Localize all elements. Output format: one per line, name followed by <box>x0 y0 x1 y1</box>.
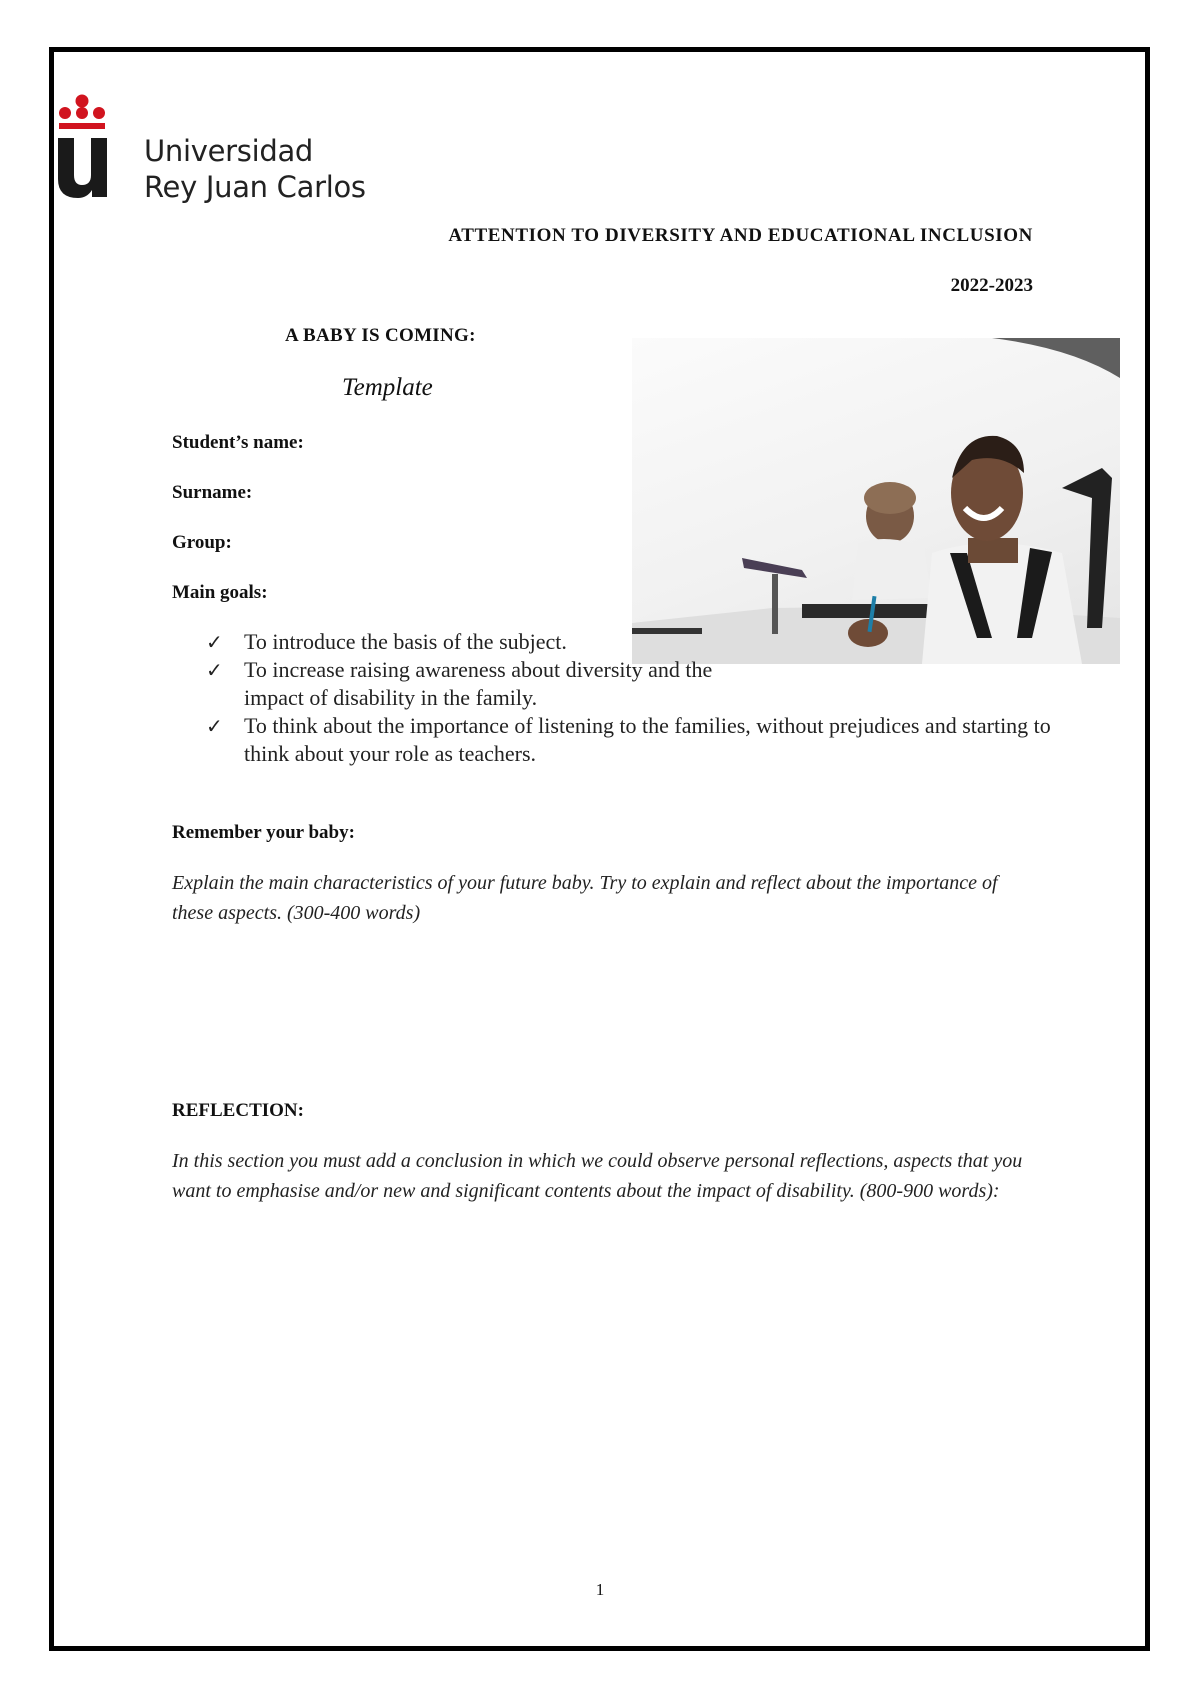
logo-text-universidad: Universidad <box>144 134 314 168</box>
check-mark-icon: ✓ <box>206 714 223 738</box>
academic-year: 2022-2023 <box>950 275 1033 296</box>
reflection-instructions: In this section you must add a conclusion in which we could observe personal reflections, aspects that you want to emphasise and/or new and significant contents about the impact of disability. (800-900 words): <box>172 1150 1023 1202</box>
goal-text: To think about the importance of listening to the families, without prejudices and starting to think about your role as teachers. <box>244 713 1051 766</box>
goal-item <box>206 656 714 712</box>
student-name-label: Student’s name: <box>172 432 304 453</box>
goal-item <box>206 628 664 656</box>
university-logo <box>56 93 376 208</box>
document-title: A BABY IS COMING: <box>285 325 476 346</box>
goal-text: To increase raising awareness about diversity and the impact of disability in the family. <box>244 657 713 710</box>
surname-label: Surname: <box>172 482 253 503</box>
reflection-heading: REFLECTION: <box>172 1100 304 1121</box>
page-number: 1 <box>595 1580 605 1599</box>
goal-item <box>206 712 1066 768</box>
main-goals-list <box>206 628 1066 768</box>
logo-text-rey-juan-carlos: Rey Juan Carlos <box>144 170 366 204</box>
goal-text: To introduce the basis of the subject. <box>244 629 567 654</box>
student-photo <box>632 338 1120 664</box>
group-label: Group: <box>172 532 232 553</box>
check-mark-icon: ✓ <box>206 658 223 682</box>
course-title: ATTENTION TO DIVERSITY AND EDUCATIONAL INCLUSION <box>448 225 1033 246</box>
remember-heading: Remember your baby: <box>172 822 355 843</box>
check-mark-icon: ✓ <box>206 630 223 654</box>
urjc-logo-mark-icon <box>56 93 136 203</box>
remember-instructions: Explain the main characteristics of your future baby. Try to explain and reflect about the importance of these aspects. (300-400 words) <box>172 872 998 924</box>
document-subtitle: Template <box>342 374 433 401</box>
main-goals-label: Main goals: <box>172 582 268 603</box>
